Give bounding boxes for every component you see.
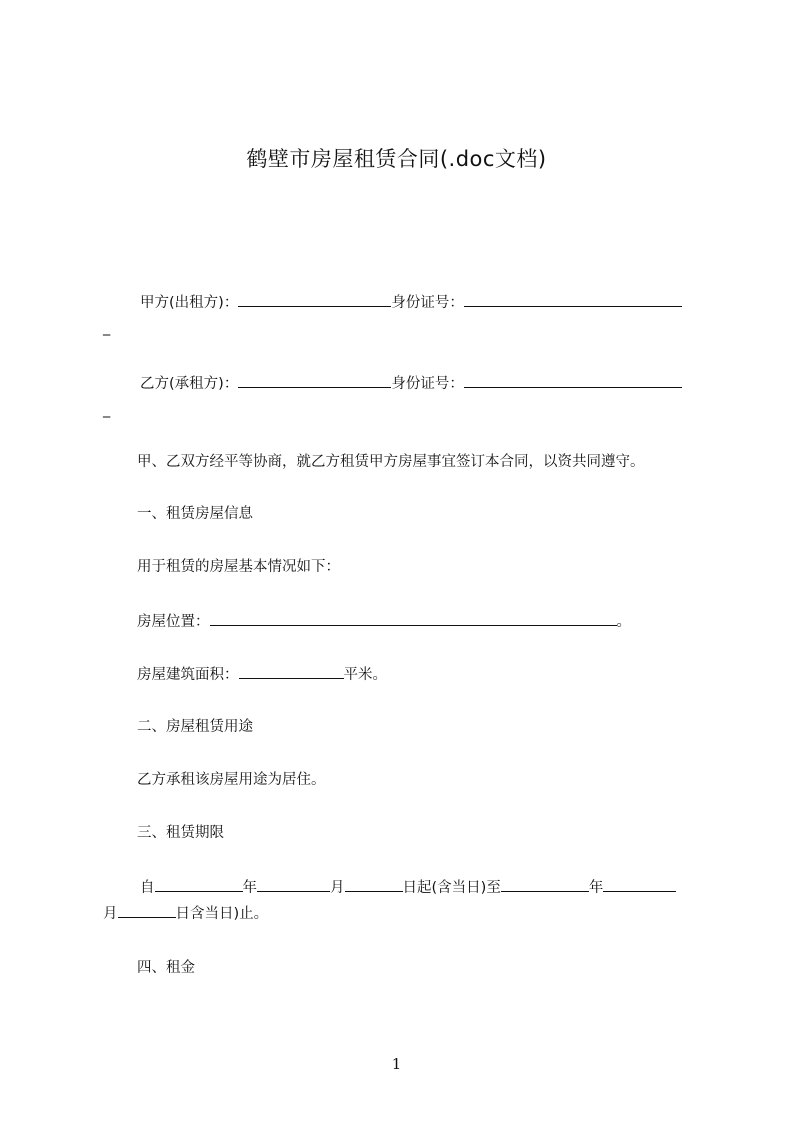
party-b-label: 乙方(承租方)： bbox=[140, 376, 239, 392]
area-blank[interactable] bbox=[239, 664, 344, 679]
party-b-id-blank[interactable] bbox=[464, 373, 682, 388]
term-day-start: 日起(含当日)至 bbox=[402, 880, 501, 896]
party-a-label: 甲方(出租方)： bbox=[140, 295, 239, 311]
area-label: 房屋建筑面积： bbox=[137, 667, 239, 683]
term-month: 月 bbox=[330, 880, 345, 896]
party-b-line bbox=[140, 373, 682, 394]
term-year: 年 bbox=[242, 880, 257, 896]
term-month2: 月 bbox=[103, 906, 118, 922]
party-a-wrap-mark: _ bbox=[103, 320, 111, 336]
section2-text: 乙方承租该房屋用途为居住。 bbox=[137, 772, 326, 788]
section1-heading: 一、租赁房屋信息 bbox=[137, 506, 253, 522]
party-a-line bbox=[140, 292, 682, 313]
end-day-blank[interactable] bbox=[118, 903, 176, 918]
area-line bbox=[137, 664, 387, 685]
start-year-blank[interactable] bbox=[155, 877, 243, 892]
section4-heading: 四、租金 bbox=[137, 960, 195, 976]
start-month-blank[interactable] bbox=[257, 877, 330, 892]
start-day-blank[interactable] bbox=[345, 877, 403, 892]
section3-heading: 三、租赁期限 bbox=[137, 825, 224, 841]
term-line-1 bbox=[140, 877, 676, 898]
end-month-blank-1[interactable] bbox=[603, 877, 676, 892]
party-b-id-label: 身份证号： bbox=[391, 376, 464, 392]
document-title: 鹤壁市房屋租赁合同(.doc文档) bbox=[246, 147, 547, 171]
area-unit: 平米。 bbox=[343, 667, 387, 683]
location-end: 。 bbox=[616, 614, 631, 630]
party-a-id-label: 身份证号： bbox=[391, 295, 464, 311]
location-blank[interactable] bbox=[210, 611, 617, 626]
term-day-end: 日含当日)止。 bbox=[175, 906, 269, 922]
party-a-id-blank[interactable] bbox=[464, 292, 682, 307]
party-b-wrap-mark: _ bbox=[103, 402, 111, 418]
party-b-name-blank[interactable] bbox=[238, 373, 391, 388]
term-line-2 bbox=[103, 903, 268, 924]
party-a-name-blank[interactable] bbox=[238, 292, 391, 307]
intro-paragraph: 甲、乙双方经平等协商，就乙方租赁甲方房屋事宜签订本合同，以资共同遵守。 bbox=[137, 454, 645, 470]
location-label: 房屋位置： bbox=[137, 614, 210, 630]
term-year2: 年 bbox=[588, 880, 604, 896]
end-year-blank[interactable] bbox=[501, 877, 589, 892]
term-from: 自 bbox=[140, 880, 155, 896]
section2-heading: 二、房屋租赁用途 bbox=[137, 719, 253, 735]
page-number: 1 bbox=[391, 1055, 402, 1073]
section1-subtext: 用于租赁的房屋基本情况如下： bbox=[137, 559, 340, 575]
location-line bbox=[137, 611, 631, 632]
